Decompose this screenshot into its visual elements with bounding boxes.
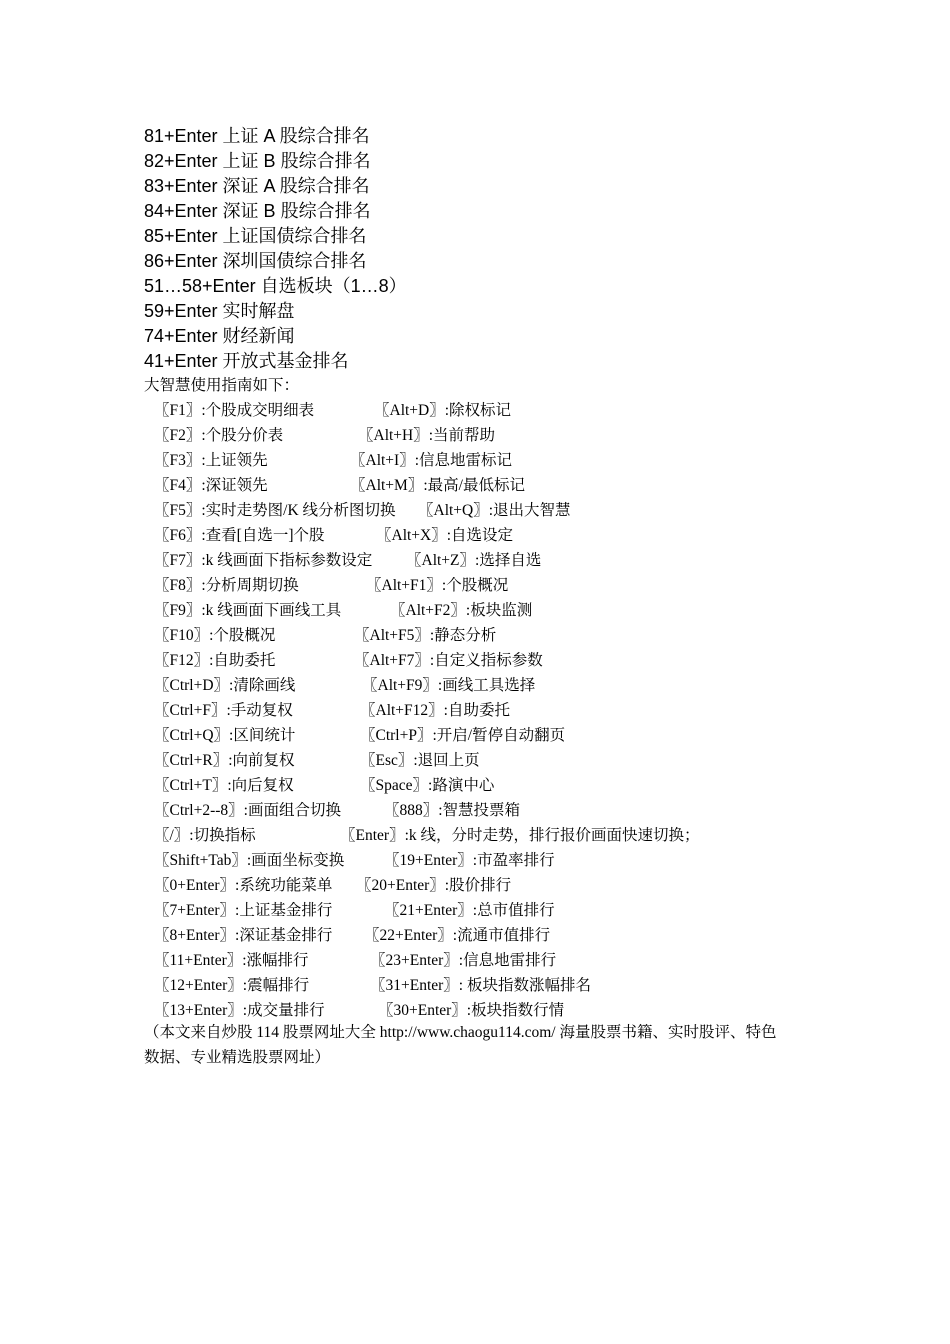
shortcut-right: 〖Alt+D〗:除权标记 — [374, 402, 512, 419]
enter-command-list — [144, 124, 407, 374]
shortcut-left: 〖8+Enter〗:深证基金排行 — [154, 927, 333, 944]
shortcut-left: 〖Ctrl+R〗:向前复权 — [154, 752, 295, 769]
shortcut-right: 〖Alt+H〗:当前帮助 — [358, 427, 496, 444]
shortcut-right: 〖Alt+F9〗:画线工具选择 — [362, 677, 536, 694]
shortcut-right: 〖Alt+F2〗:板块监测 — [390, 602, 533, 619]
shortcut-row — [144, 723, 824, 748]
shortcut-row — [144, 648, 824, 673]
shortcut-left: 〖F6〗:查看[自选一]个股 — [154, 527, 325, 544]
shortcut-left: 〖F3〗:上证领先 — [154, 452, 268, 469]
shortcut-row — [144, 748, 824, 773]
shortcut-left: 〖Ctrl+2--8〗:画面组合切换 — [154, 802, 341, 819]
shortcut-row — [144, 823, 824, 848]
shortcut-row — [144, 898, 824, 923]
shortcut-row — [144, 548, 824, 573]
shortcut-row — [144, 473, 824, 498]
enter-command-line: 74+Enter 财经新闻 — [144, 326, 295, 346]
shortcut-guide — [144, 373, 824, 1023]
source-note — [144, 1020, 812, 1070]
enter-command-line: 51…58+Enter 自选板块（1…8） — [144, 276, 407, 296]
shortcut-left: 〖F8〗:分析周期切换 — [154, 577, 299, 594]
shortcut-left: 〖/〗:切换指标 — [154, 827, 256, 844]
shortcut-row — [144, 498, 824, 523]
enter-command-line: 81+Enter 上证 A 股综合排名 — [144, 126, 370, 146]
shortcut-left: 〖Shift+Tab〗:画面坐标变换 — [154, 852, 345, 869]
enter-command-line: 83+Enter 深证 A 股综合排名 — [144, 176, 370, 196]
shortcut-right: 〖Alt+X〗:自选设定 — [376, 527, 514, 544]
shortcut-row — [144, 798, 824, 823]
shortcut-row — [144, 848, 824, 873]
shortcut-left: 〖0+Enter〗:系统功能菜单 — [154, 877, 333, 894]
enter-command-line: 84+Enter 深证 B 股综合排名 — [144, 201, 371, 221]
shortcut-right: 〖Ctrl+P〗:开启/暂停自动翻页 — [360, 727, 566, 744]
shortcut-left: 〖F9〗:k 线画面下画线工具 — [154, 602, 342, 619]
guide-heading: 大智慧使用指南如下： — [144, 377, 300, 394]
shortcut-right: 〖888〗:智慧投票箱 — [384, 802, 521, 819]
shortcut-left: 〖7+Enter〗:上证基金排行 — [154, 902, 333, 919]
shortcut-right: 〖22+Enter〗:流通市值排行 — [364, 927, 551, 944]
shortcut-row — [144, 973, 824, 998]
enter-command-line: 82+Enter 上证 B 股综合排名 — [144, 151, 371, 171]
shortcut-left: 〖F2〗:个股分价表 — [154, 427, 284, 444]
shortcut-right: 〖Alt+Q〗:退出大智慧 — [418, 502, 571, 519]
shortcut-right: 〖31+Enter〗: 板块指数涨幅排名 — [370, 977, 591, 994]
shortcut-right: 〖20+Enter〗:股价排行 — [356, 877, 512, 894]
shortcut-left: 〖13+Enter〗:成交量排行 — [154, 1002, 325, 1019]
shortcut-row — [144, 873, 824, 898]
shortcut-row — [144, 698, 824, 723]
shortcut-right: 〖Space〗:路演中心 — [360, 777, 495, 794]
shortcut-row — [144, 573, 824, 598]
shortcut-left: 〖F7〗:k 线画面下指标参数设定 — [154, 552, 373, 569]
shortcut-right: 〖Alt+F12〗:自助委托 — [360, 702, 510, 719]
shortcut-row — [144, 673, 824, 698]
shortcut-right: 〖Alt+M〗:最高/最低标记 — [350, 477, 525, 494]
shortcut-right: 〖Alt+Z〗:选择自选 — [406, 552, 542, 569]
shortcut-right: 〖Alt+F5〗:静态分析 — [354, 627, 497, 644]
shortcut-row — [144, 598, 824, 623]
shortcut-row — [144, 448, 824, 473]
enter-command-line: 59+Enter 实时解盘 — [144, 301, 295, 321]
shortcut-left: 〖12+Enter〗:震幅排行 — [154, 977, 310, 994]
shortcut-left: 〖F4〗:深证领先 — [154, 477, 268, 494]
shortcut-right: 〖Enter〗:k 线，分时走势，排行报价画面快速切换； — [340, 827, 700, 844]
shortcut-right: 〖30+Enter〗:板块指数行情 — [378, 1002, 565, 1019]
shortcut-row — [144, 398, 824, 423]
shortcut-left: 〖Ctrl+Q〗:区间统计 — [154, 727, 296, 744]
shortcut-right: 〖Alt+F1〗:个股概况 — [366, 577, 509, 594]
shortcut-left: 〖Ctrl+T〗:向后复权 — [154, 777, 294, 794]
shortcut-left: 〖F5〗:实时走势图/K 线分析图切换 — [154, 502, 396, 519]
shortcut-right: 〖21+Enter〗:总市值排行 — [384, 902, 555, 919]
shortcut-right: 〖Esc〗:退回上页 — [360, 752, 480, 769]
enter-command-line: 41+Enter 开放式基金排名 — [144, 351, 349, 371]
shortcut-row — [144, 423, 824, 448]
shortcut-row — [144, 523, 824, 548]
shortcut-left: 〖F10〗:个股概况 — [154, 627, 276, 644]
shortcut-row — [144, 623, 824, 648]
shortcut-left: 〖F1〗:个股成交明细表 — [154, 402, 315, 419]
shortcut-left: 〖11+Enter〗:涨幅排行 — [154, 952, 309, 969]
shortcut-right: 〖Alt+I〗:信息地雷标记 — [350, 452, 513, 469]
shortcut-row — [144, 773, 824, 798]
shortcut-left: 〖F12〗:自助委托 — [154, 652, 276, 669]
shortcut-row — [144, 923, 824, 948]
enter-command-line: 86+Enter 深圳国债综合排名 — [144, 251, 367, 271]
shortcut-right: 〖Alt+F7〗:自定义指标参数 — [354, 652, 543, 669]
shortcut-right: 〖19+Enter〗:市盈率排行 — [384, 852, 555, 869]
shortcut-row — [144, 948, 824, 973]
shortcut-right: 〖23+Enter〗:信息地雷排行 — [370, 952, 557, 969]
source-note-line: 数据、专业精选股票网址） — [144, 1049, 331, 1066]
shortcut-left: 〖Ctrl+F〗:手动复权 — [154, 702, 293, 719]
enter-command-line: 85+Enter 上证国债综合排名 — [144, 226, 367, 246]
shortcut-left: 〖Ctrl+D〗:清除画线 — [154, 677, 296, 694]
source-note-line: （本文来自炒股 114 股票网址大全 http://www.chaogu114.com/ 海量股票书籍、实时股评、特色 — [144, 1024, 777, 1041]
